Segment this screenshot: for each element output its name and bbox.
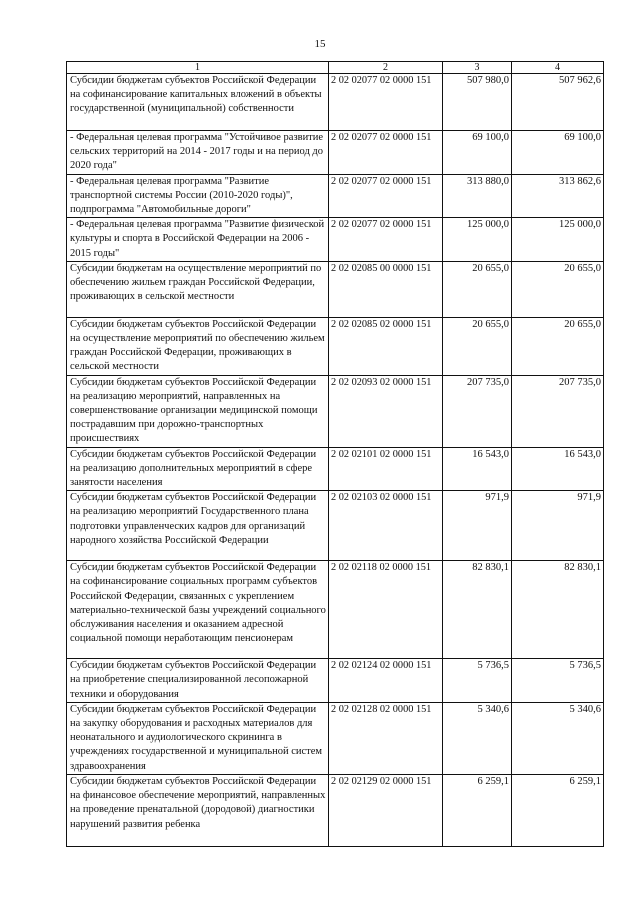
table-row <box>67 261 604 317</box>
row-value-col4: 6 259,1 <box>512 774 604 846</box>
row-description: Субсидии бюджетам субъектов Российской Федерации на софинансирование капитальных вложений в объекты государственной (муниципальной) собственности <box>67 74 329 131</box>
table-row <box>67 375 604 447</box>
row-value-col4: 82 830,1 <box>512 561 604 659</box>
header-col-1: 1 <box>67 62 329 74</box>
row-value-col3: 6 259,1 <box>443 774 512 846</box>
row-description: - Федеральная целевая программа "Развитие транспортной системы России (2010-2020 годы)", подпрограмма "Автомобильные дороги" <box>67 174 329 218</box>
table-row <box>67 317 604 375</box>
table-row <box>67 131 604 175</box>
row-code: 2 02 02085 00 0000 151 <box>329 261 443 317</box>
row-value-col4: 507 962,6 <box>512 74 604 131</box>
row-value-col4: 69 100,0 <box>512 131 604 175</box>
row-code: 2 02 02118 02 0000 151 <box>329 561 443 659</box>
row-description: Субсидии бюджетам на осуществление мероприятий по обеспечению жильем граждан Российской Федерации, проживающих в сельской местности <box>67 261 329 317</box>
table-row <box>67 702 604 774</box>
row-code: 2 02 02077 02 0000 151 <box>329 131 443 175</box>
row-value-col3: 82 830,1 <box>443 561 512 659</box>
row-value-col3: 971,9 <box>443 491 512 561</box>
row-code: 2 02 02128 02 0000 151 <box>329 702 443 774</box>
row-value-col4: 125 000,0 <box>512 218 604 262</box>
budget-table <box>66 61 604 847</box>
row-value-col3: 5 736,5 <box>443 659 512 703</box>
row-code: 2 02 02077 02 0000 151 <box>329 174 443 218</box>
row-value-col3: 20 655,0 <box>443 261 512 317</box>
row-value-col3: 5 340,6 <box>443 702 512 774</box>
row-value-col3: 16 543,0 <box>443 447 512 491</box>
header-col-3: 3 <box>443 62 512 74</box>
row-description: Субсидии бюджетам субъектов Российской Федерации на финансовое обеспечение мероприятий, направленных на проведение пренатальной (дородовой) диагностики нарушений развития ребенка <box>67 774 329 846</box>
row-code: 2 02 02129 02 0000 151 <box>329 774 443 846</box>
table-row <box>67 218 604 262</box>
table-row <box>67 659 604 703</box>
row-code: 2 02 02124 02 0000 151 <box>329 659 443 703</box>
table-row <box>67 561 604 659</box>
row-value-col3: 507 980,0 <box>443 74 512 131</box>
row-code: 2 02 02103 02 0000 151 <box>329 491 443 561</box>
row-description: Субсидии бюджетам субъектов Российской Федерации на реализацию мероприятий Государственного плана подготовки управленческих кадров для организаций народного хозяйства Российской Федерации <box>67 491 329 561</box>
row-value-col4: 20 655,0 <box>512 317 604 375</box>
row-value-col3: 207 735,0 <box>443 375 512 447</box>
row-value-col3: 125 000,0 <box>443 218 512 262</box>
table-row <box>67 447 604 491</box>
row-value-col4: 313 862,6 <box>512 174 604 218</box>
row-value-col3: 313 880,0 <box>443 174 512 218</box>
row-description: Субсидии бюджетам субъектов Российской Федерации на осуществление мероприятий по обеспечению жильем граждан Российской Федерации, проживающих в сельской местности <box>67 317 329 375</box>
row-value-col4: 5 340,6 <box>512 702 604 774</box>
row-description: Субсидии бюджетам субъектов Российской Федерации на реализацию дополнительных мероприятий в сфере занятости населения <box>67 447 329 491</box>
row-code: 2 02 02101 02 0000 151 <box>329 447 443 491</box>
row-description: Субсидии бюджетам субъектов Российской Федерации на софинансирование социальных программ субъектов Российской Федерации, связанных с укреплением материально-технической базы учреждений социального обслуживания населения и оказанием адресной социальной помощи неработающим пенсионерам <box>67 561 329 659</box>
page-number: 15 <box>314 38 326 50</box>
row-description: Субсидии бюджетам субъектов Российской Федерации на закупку оборудования и расходных материалов для неонатального и аудиологического скрининга в учреждениях государственной и муниципальной систем здравоохранения <box>67 702 329 774</box>
row-code: 2 02 02085 02 0000 151 <box>329 317 443 375</box>
header-col-4: 4 <box>512 62 604 74</box>
row-description: - Федеральная целевая программа "Развитие физической культуры и спорта в Российской Федерации на 2006 - 2015 годы" <box>67 218 329 262</box>
table-header-row <box>67 62 604 74</box>
table-row <box>67 774 604 846</box>
table-row <box>67 491 604 561</box>
row-description: - Федеральная целевая программа "Устойчивое развитие сельских территорий на 2014 - 2017 годы и на период до 2020 года" <box>67 131 329 175</box>
table-row <box>67 74 604 131</box>
row-value-col4: 971,9 <box>512 491 604 561</box>
row-description: Субсидии бюджетам субъектов Российской Федерации на приобретение специализированной лесопожарной техники и оборудования <box>67 659 329 703</box>
table-row <box>67 174 604 218</box>
row-value-col3: 20 655,0 <box>443 317 512 375</box>
row-value-col4: 207 735,0 <box>512 375 604 447</box>
row-value-col4: 20 655,0 <box>512 261 604 317</box>
header-col-2: 2 <box>329 62 443 74</box>
row-value-col4: 5 736,5 <box>512 659 604 703</box>
row-value-col3: 69 100,0 <box>443 131 512 175</box>
row-description: Субсидии бюджетам субъектов Российской Федерации на реализацию мероприятий, направленных на совершенствование организации медицинской помощи пострадавшим при дорожно-транспортных происшествиях <box>67 375 329 447</box>
row-code: 2 02 02077 02 0000 151 <box>329 218 443 262</box>
row-code: 2 02 02093 02 0000 151 <box>329 375 443 447</box>
row-code: 2 02 02077 02 0000 151 <box>329 74 443 131</box>
row-value-col4: 16 543,0 <box>512 447 604 491</box>
